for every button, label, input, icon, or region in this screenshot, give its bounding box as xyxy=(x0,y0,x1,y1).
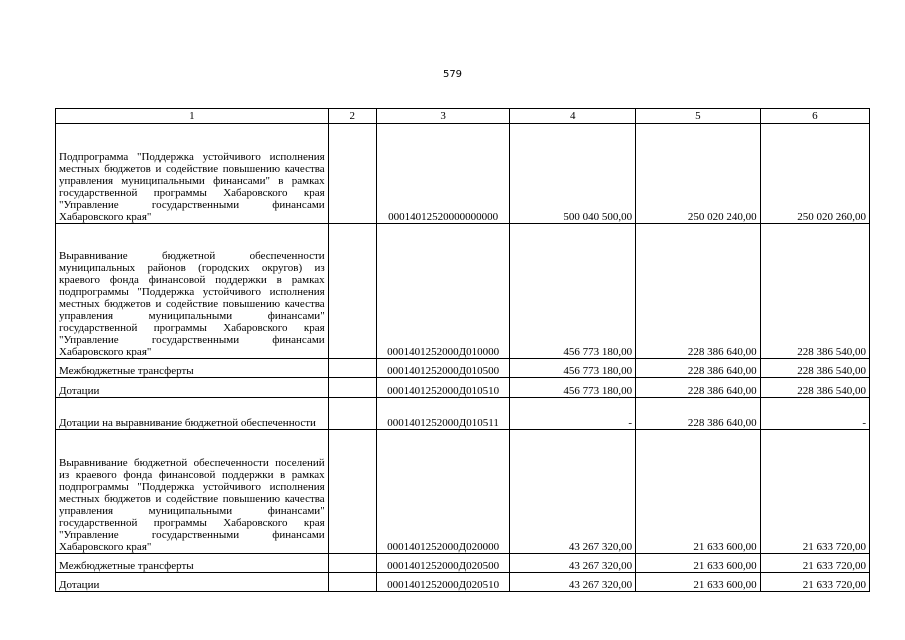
row-value-4: 456 773 180,00 xyxy=(510,224,636,359)
row-code: 0001401252000Д020510 xyxy=(376,573,510,592)
row-name: Выравнивание бюджетной обеспеченности муниципальных районов (городских округов) из краевого фонда финансовой поддержки в рамках подпрограммы "Поддержка устойчивого исполнения местных бюджетов и содействие повышению качества управления муниципальными финансами" государственной программы Хабаровского края "Управление государственными финансами Хабаровского края" xyxy=(56,224,329,359)
row-col2 xyxy=(328,573,376,592)
row-code: 0001401252000Д020000 xyxy=(376,430,510,554)
row-name: Дотации xyxy=(56,573,329,592)
row-col2 xyxy=(328,224,376,359)
row-value-4: 500 040 500,00 xyxy=(510,124,636,224)
row-name: Дотации на выравнивание бюджетной обеспеченности xyxy=(56,398,329,430)
row-col2 xyxy=(328,430,376,554)
table-body xyxy=(56,124,870,592)
row-name: Выравнивание бюджетной обеспеченности поселений из краевого фонда финансовой поддержки в рамках подпрограммы "Поддержка устойчивого исполнения местных бюджетов и содействие повышению качества управления муниципальными финансами" государственной программы Хабаровского края "Управление государственными финансами Хабаровского края" xyxy=(56,430,329,554)
row-value-4: 456 773 180,00 xyxy=(510,378,636,398)
table-header xyxy=(56,109,870,124)
row-value-5: 21 633 600,00 xyxy=(636,554,761,573)
row-value-5: 228 386 640,00 xyxy=(636,378,761,398)
row-code: 0001401252000Д010500 xyxy=(376,359,510,378)
row-code: 0001401252000Д020500 xyxy=(376,554,510,573)
table-row xyxy=(56,224,870,359)
row-code: 0001401252000Д010510 xyxy=(376,378,510,398)
row-value-6: 228 386 540,00 xyxy=(760,224,869,359)
table-row xyxy=(56,430,870,554)
row-value-6: 21 633 720,00 xyxy=(760,573,869,592)
header-col-1: 1 xyxy=(56,109,329,124)
row-value-6: 21 633 720,00 xyxy=(760,554,869,573)
row-col2 xyxy=(328,378,376,398)
table-row xyxy=(56,124,870,224)
table-row xyxy=(56,573,870,592)
row-value-6: 21 633 720,00 xyxy=(760,430,869,554)
budget-table xyxy=(55,108,870,592)
row-col2 xyxy=(328,359,376,378)
row-value-6: 228 386 540,00 xyxy=(760,359,869,378)
table-row xyxy=(56,398,870,430)
header-col-2: 2 xyxy=(328,109,376,124)
row-col2 xyxy=(328,554,376,573)
header-col-6: 6 xyxy=(760,109,869,124)
row-value-6: 228 386 540,00 xyxy=(760,378,869,398)
header-col-4: 4 xyxy=(510,109,636,124)
row-name: Дотации xyxy=(56,378,329,398)
row-value-4: 43 267 320,00 xyxy=(510,573,636,592)
row-value-5: 21 633 600,00 xyxy=(636,430,761,554)
header-col-5: 5 xyxy=(636,109,761,124)
row-name: Подпрограмма "Поддержка устойчивого исполнения местных бюджетов и содействие повышению качества управления муниципальными финансами" в рамках государственной программы Хабаровского края "Управление государственными финансами Хабаровского края" xyxy=(56,124,329,224)
row-value-5: 250 020 240,00 xyxy=(636,124,761,224)
row-value-5: 21 633 600,00 xyxy=(636,573,761,592)
row-value-4: 456 773 180,00 xyxy=(510,359,636,378)
row-value-4: - xyxy=(510,398,636,430)
row-value-6: 250 020 260,00 xyxy=(760,124,869,224)
table-row xyxy=(56,359,870,378)
row-value-5: 228 386 640,00 xyxy=(636,224,761,359)
row-value-5: 228 386 640,00 xyxy=(636,359,761,378)
table-row xyxy=(56,554,870,573)
row-value-6: - xyxy=(760,398,869,430)
header-row xyxy=(56,109,870,124)
row-code: 00014012520000000000 xyxy=(376,124,510,224)
page-number: 579 xyxy=(442,69,463,80)
row-code: 0001401252000Д010511 xyxy=(376,398,510,430)
row-value-4: 43 267 320,00 xyxy=(510,554,636,573)
row-value-4: 43 267 320,00 xyxy=(510,430,636,554)
row-name: Межбюджетные трансферты xyxy=(56,359,329,378)
header-col-3: 3 xyxy=(376,109,510,124)
row-value-5: 228 386 640,00 xyxy=(636,398,761,430)
row-name: Межбюджетные трансферты xyxy=(56,554,329,573)
table-row xyxy=(56,378,870,398)
row-col2 xyxy=(328,398,376,430)
row-col2 xyxy=(328,124,376,224)
row-code: 0001401252000Д010000 xyxy=(376,224,510,359)
